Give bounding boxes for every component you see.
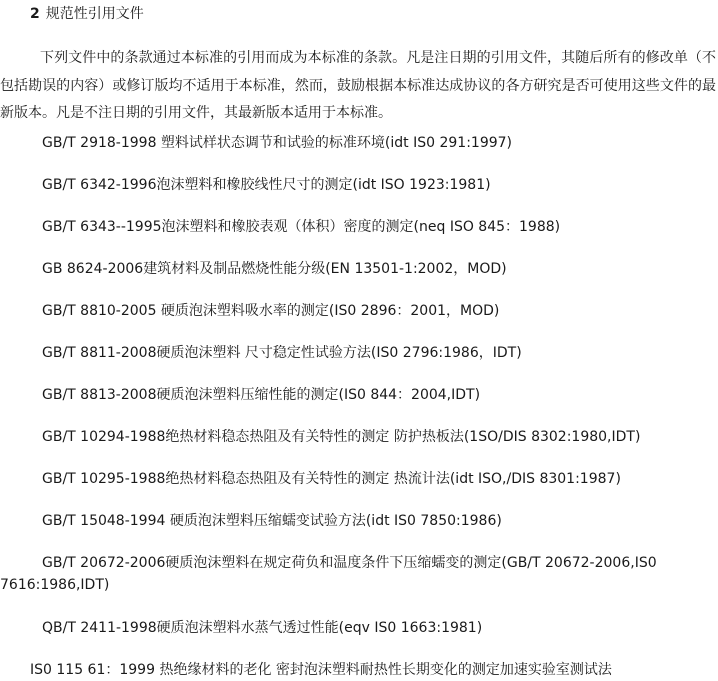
- section-title: 规范性引用文件: [45, 6, 144, 22]
- reference-item: IS0 115 61：1999 热绝缘材料的老化 密封泡沫塑料耐热性长期变化的测定加速实验室测试法: [30, 662, 612, 678]
- reference-item: GB 8624-2006建筑材料及制品燃烧性能分级(EN 13501-1:2002，MOD): [42, 261, 507, 277]
- reference-item: GB/T 8811-2008硬质泡沫塑料 尺寸稳定性试验方法(IS0 2796:1986，IDT): [42, 345, 522, 361]
- reference-item: GB/T 15048-1994 硬质泡沫塑料压缩蠕变试验方法(idt IS0 7850:1986): [42, 513, 502, 529]
- reference-item: GB/T 10294-1988绝热材料稳态热阻及有关特性的测定 防护热板法(1SO/DIS 8302:1980,IDT): [42, 429, 641, 445]
- reference-item: GB/T 6343--1995泡沫塑料和橡胶表观（体积）密度的测定(neq ISO 845：1988): [42, 219, 561, 235]
- reference-item: GB/T 10295-1988绝热材料稳态热阻及有关特性的测定 热流计法(idt ISO,/DIS 8301:1987): [42, 471, 621, 487]
- section-heading: [30, 5, 144, 23]
- intro-paragraph: 下列文件中的条款通过本标准的引用而成为本标准的条款。凡是注日期的引用文件，其随后所有的修改单（不包括勘误的内容）或修订版均不适用于本标准，然而，鼓励根据本标准达成协议的各方研究是否可使用这些文件的最新版本。凡是不注日期的引用文件，其最新版本适用于本标准。: [0, 50, 716, 121]
- reference-item: GB/T 20672-2006硬质泡沫塑料在规定荷负和温度条件下压缩蠕变的测定(GB/T 20672-2006,IS0 7616:1986,IDT): [0, 555, 657, 593]
- reference-item: GB/T 6342-1996泡沫塑料和橡胶线性尺寸的测定(idt ISO 1923:1981): [42, 177, 491, 193]
- section-number: 2: [30, 6, 40, 22]
- reference-item: QB/T 2411-1998硬质泡沫塑料水蒸气透过性能(eqv IS0 1663:1981): [42, 620, 483, 636]
- reference-item: GB/T 8813-2008硬质泡沫塑料压缩性能的测定(IS0 844：2004,IDT): [42, 387, 481, 403]
- reference-item: GB/T 8810-2005 硬质泡沫塑料吸水率的测定(IS0 2896：2001，MOD): [42, 303, 500, 319]
- reference-item: GB/T 2918-1998 塑料试样状态调节和试验的标准环境(idt IS0 291:1997): [42, 135, 513, 151]
